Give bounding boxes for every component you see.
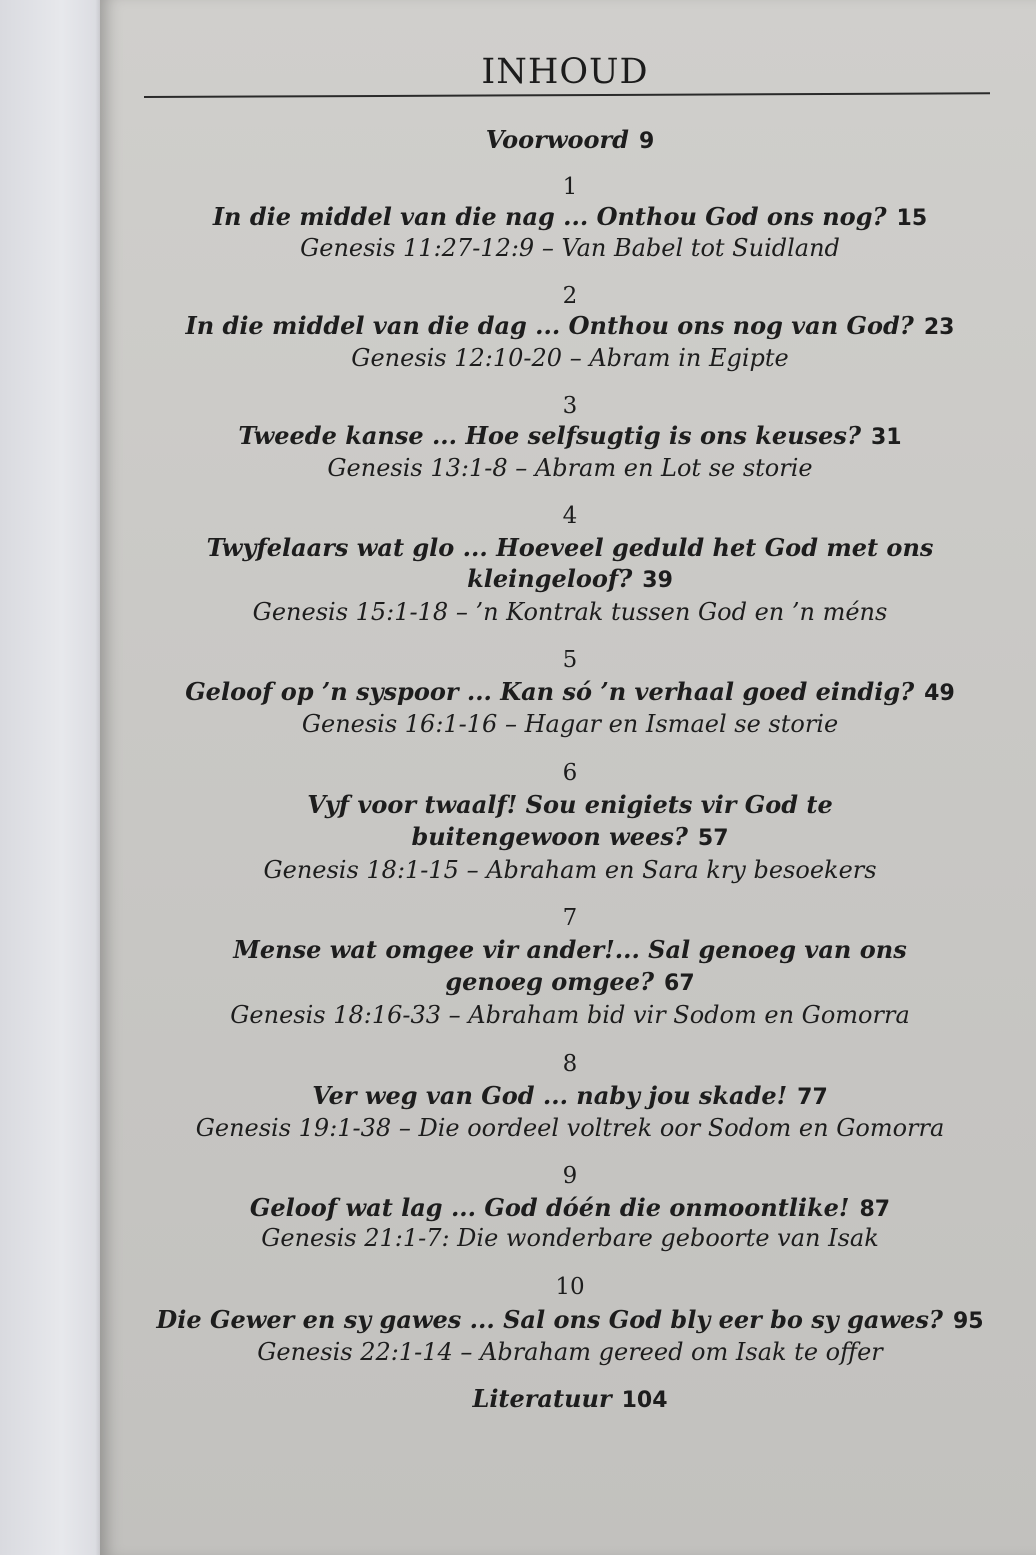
toc-entry-voorwoord <box>120 125 1020 154</box>
chapter-heading-text: kleingeloof? <box>467 564 633 593</box>
toc-page-number: 9 <box>638 129 655 154</box>
chapter-heading <box>120 1081 1020 1110</box>
chapter-heading <box>120 1305 1020 1334</box>
toc-page-number: 104 <box>621 1388 668 1413</box>
toc-entry-literatuur <box>120 1384 1020 1413</box>
toc-page-number: 31 <box>871 425 902 450</box>
chapter-number: 5 <box>562 647 578 673</box>
chapter-heading-text: Tweede kanse ... Hoe selfsugtig is ons keuses? <box>238 421 861 450</box>
chapter-heading: Twyfelaars wat glo ... Hoeveel geduld het God met ons <box>206 533 934 562</box>
chapter-scripture: Genesis 13:1-8 – Abram en Lot se storie <box>327 454 813 482</box>
book-page <box>100 0 1036 1555</box>
chapter-heading-continued <box>120 822 1020 851</box>
table-of-contents <box>100 0 1036 1555</box>
toc-page-number: 49 <box>924 681 955 706</box>
chapter-heading-text: buitengewoon wees? <box>411 822 688 851</box>
chapter-number: 8 <box>562 1051 578 1077</box>
chapter-scripture: Genesis 11:27-12:9 – Van Babel tot Suidland <box>300 234 840 262</box>
chapter-scripture: Genesis 12:10-20 – Abram in Egipte <box>351 344 789 372</box>
toc-page-number: 87 <box>859 1197 891 1222</box>
chapter-scripture: Genesis 19:1-38 – Die oordeel voltrek oor Sodom en Gomorra <box>195 1114 945 1142</box>
chapter-heading <box>120 677 1020 706</box>
chapter-heading-text: In die middel van die nag ... Onthou God ons nog? <box>212 202 887 231</box>
chapter-number: 4 <box>562 503 578 529</box>
chapter-number: 2 <box>562 283 578 309</box>
chapter-heading: Mense wat omgee vir ander!... Sal genoeg van ons <box>233 935 907 964</box>
chapter-scripture: Genesis 22:1-14 – Abraham gereed om Isak te offer <box>257 1338 883 1366</box>
chapter-heading <box>120 421 1020 450</box>
toc-page-number: 23 <box>923 315 955 340</box>
chapter-scripture: Genesis 15:1-18 – ’n Kontrak tussen God en ’n méns <box>252 598 888 626</box>
chapter-heading-text: Geloof op ’n syspoor ... Kan só ’n verhaal goed eindig? <box>185 677 915 706</box>
toc-label: Literatuur <box>472 1384 612 1413</box>
chapter-heading: Vyf voor twaalf! Sou enigiets vir God te <box>307 790 833 819</box>
chapter-heading-text: Die Gewer en sy gawes ... Sal ons God bly eer bo sy gawes? <box>156 1305 943 1334</box>
toc-page-number: 15 <box>896 206 928 231</box>
chapter-heading-continued <box>120 967 1020 996</box>
chapter-heading-text: genoeg omgee? <box>445 967 655 996</box>
chapter-heading-text: In die middel van die dag ... Onthou ons nog van God? <box>185 311 914 340</box>
toc-page-number: 95 <box>952 1309 984 1334</box>
chapter-scripture: Genesis 16:1-16 – Hagar en Ismael se storie <box>301 710 839 738</box>
chapter-heading <box>120 202 1020 231</box>
chapter-heading-continued <box>120 564 1020 593</box>
toc-page-number: 39 <box>642 568 673 593</box>
chapter-scripture: Genesis 18:1-15 – Abraham en Sara kry besoekers <box>263 856 877 884</box>
chapter-number: 7 <box>562 905 578 931</box>
page-title: INHOUD <box>481 52 649 92</box>
chapter-number: 6 <box>562 760 578 786</box>
facing-page-edge <box>0 0 112 1555</box>
chapter-scripture: Genesis 21:1-7: Die wonderbare geboorte van Isak <box>261 1224 879 1252</box>
toc-label: Voorwoord <box>485 125 629 154</box>
chapter-number: 1 <box>562 174 578 200</box>
toc-page-number: 77 <box>797 1085 828 1110</box>
chapter-heading-text: Ver weg van God ... naby jou skade! <box>312 1081 788 1110</box>
toc-page-number: 57 <box>697 826 729 851</box>
chapter-heading-text: Geloof wat lag ... God dóén die onmoontlike! <box>249 1193 850 1222</box>
chapter-number: 10 <box>555 1274 585 1300</box>
chapter-number: 9 <box>562 1163 578 1189</box>
chapter-heading <box>120 311 1020 340</box>
toc-page-number: 67 <box>664 971 695 996</box>
chapter-heading <box>120 1193 1020 1222</box>
chapter-scripture: Genesis 18:16-33 – Abraham bid vir Sodom en Gomorra <box>230 1001 910 1029</box>
chapter-number: 3 <box>562 393 578 419</box>
